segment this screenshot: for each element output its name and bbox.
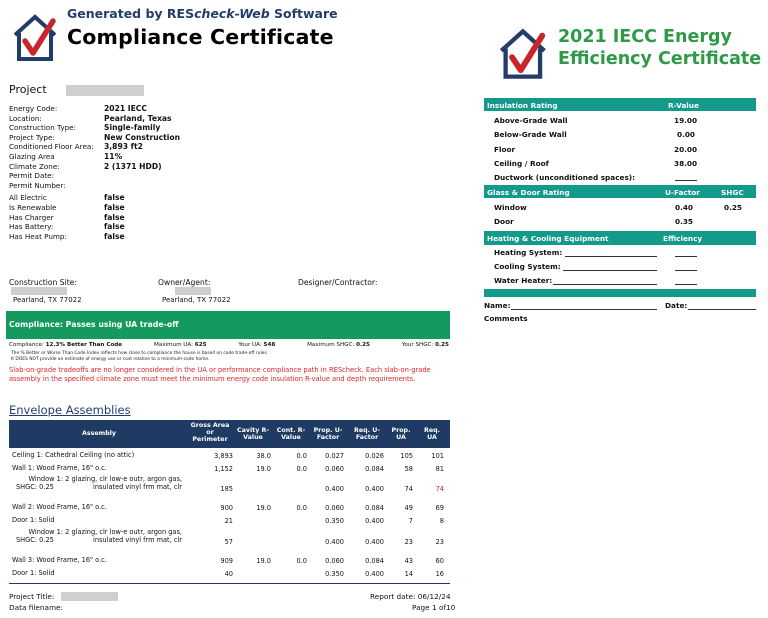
generated-by-line — [67, 6, 338, 21]
your-shgc — [402, 342, 449, 348]
shgc-label: SHGC — [721, 188, 744, 197]
req-u: 0.400 — [365, 570, 384, 578]
col-req-u: Req. U-Factor — [354, 427, 380, 441]
assembly-name: Wall 1: Wood Frame, 16" o.c. — [12, 464, 107, 472]
slab-warning: Slab-on-grade tradeoffs are no longer considered in the UA or performance compliance path in REScheck. Each slab-on-grade assembly in the specified climate zone must meet the minimum energy code insulation R-value and depth requirements. — [9, 366, 431, 383]
iecc-certificate-title: 2021 IECC Energy Efficiency Certificate — [558, 27, 762, 69]
door-label: Door — [494, 217, 514, 226]
compliance-index — [9, 342, 122, 348]
prop-u: 0.400 — [325, 538, 344, 546]
req-ua: 69 — [435, 504, 444, 512]
insulation-label: Ductwork (unconditioned spaces): — [494, 173, 636, 182]
heating-efficiency-blank — [675, 256, 697, 257]
table-bottom-rule — [9, 583, 450, 584]
prop-ua: 7 — [408, 517, 413, 525]
gross-area: 900 — [220, 504, 233, 512]
req-u: 0.084 — [365, 465, 384, 473]
prop-ua: 49 — [404, 504, 413, 512]
cooling-efficiency-blank — [675, 270, 697, 271]
prop-u: 0.027 — [325, 452, 344, 460]
cont-r: 0.0 — [296, 452, 307, 460]
info-row — [9, 162, 180, 172]
gross-area: 1,152 — [214, 465, 233, 473]
req-ua: 8 — [439, 517, 444, 525]
flag-row — [9, 232, 180, 242]
prop-ua: 43 — [404, 557, 413, 565]
gross-area: 3,893 — [214, 452, 233, 460]
flag-label: All Electric — [9, 193, 47, 203]
redacted-project-name — [66, 85, 144, 96]
max-ua — [154, 342, 207, 348]
flag-row — [9, 222, 180, 232]
owner-city: Pearland, TX 77022 — [162, 296, 231, 304]
cavity-r: 19.0 — [256, 465, 271, 473]
cooling-system-blank — [563, 270, 657, 271]
req-u: 0.084 — [365, 557, 384, 565]
insulation-value: 19.00 — [674, 116, 698, 125]
compliance-banner: Compliance: Passes using UA trade-off — [6, 311, 450, 339]
u-factor-label: U-Factor — [665, 188, 700, 197]
info-row — [9, 142, 180, 152]
page-title: Compliance Certificate — [67, 25, 334, 49]
assembly-shgc: SHGC: 0.25 — [16, 482, 54, 491]
flag-value: false — [104, 231, 125, 241]
prop-u: 0.350 — [325, 570, 344, 578]
efficiency-label: Efficiency — [663, 234, 703, 243]
flag-row — [9, 213, 180, 223]
info-value: Single-family — [104, 123, 161, 133]
certificate-divider-bar — [484, 289, 756, 297]
redacted-project-title — [61, 592, 118, 601]
col-prop-u: Prop. U-Factor — [313, 427, 343, 441]
flag-label: Has Charger — [9, 212, 54, 222]
insulation-rating-label: Insulation Rating — [487, 101, 558, 110]
max-ua-label: Maximum UA: — [153, 342, 194, 348]
insulation-value: 0.00 — [677, 130, 696, 139]
req-u: 0.084 — [365, 504, 384, 512]
door-u-value: 0.35 — [675, 217, 694, 226]
insulation-label: Floor — [494, 145, 516, 154]
max-shgc-label: Maximum SHGC: — [307, 342, 355, 348]
gross-area: 21 — [224, 517, 233, 525]
info-row — [9, 171, 180, 181]
window-shgc-value: 0.25 — [724, 203, 743, 212]
gross-area: 57 — [224, 538, 233, 546]
assembly-name: Wall 3: Wood Frame, 16" o.c. — [12, 556, 107, 564]
your-ua — [238, 342, 275, 348]
project-info — [9, 104, 180, 241]
prop-u: 0.350 — [325, 517, 344, 525]
construction-site-label: Construction Site: — [9, 278, 77, 287]
compliance-note — [11, 351, 268, 362]
info-value: 11% — [104, 151, 123, 161]
info-row — [9, 123, 180, 133]
info-label: Permit Date: — [9, 171, 55, 181]
generated-prefix: Generated by RES — [67, 6, 195, 21]
heating-system-label: Heating System: — [494, 248, 563, 257]
assembly-name-text: Window 1: 2 glazing, clr low-e outr, argon gas, insulated vinyl frm mat, clr — [28, 475, 182, 491]
envelope-assemblies-title: Envelope Assemblies — [9, 403, 131, 417]
gross-area: 40 — [224, 570, 233, 578]
page-number: Page 1 of10 — [412, 603, 456, 612]
insulation-label: Below-Grade Wall — [494, 130, 567, 139]
prop-u: 0.060 — [325, 557, 344, 565]
info-value: Pearland, Texas — [104, 113, 172, 123]
info-row — [9, 152, 180, 162]
r-value-label: R-Value — [668, 101, 699, 110]
prop-ua: 74 — [404, 485, 413, 493]
flag-value: false — [104, 202, 125, 212]
house-check-logo — [11, 13, 63, 63]
max-shgc-value: 0.25 — [356, 342, 370, 348]
assembly-name-text: Window 1: 2 glazing, clr low-e outr, argon gas, insulated vinyl frm mat, clr — [28, 528, 182, 544]
col-cavity-r: Cavity R-Value — [237, 427, 269, 441]
assembly-name: Ceiling 1: Cathedral Ceiling (no attic) — [12, 451, 135, 459]
info-label: Permit Number: — [9, 180, 66, 190]
redacted-owner-name — [175, 287, 211, 295]
glass-door-label: Glass & Door Rating — [487, 188, 570, 197]
flag-row — [9, 203, 180, 213]
prop-ua: 23 — [404, 538, 413, 546]
compliance-index-value: 12.3% Better Than Code — [45, 342, 123, 348]
designer-contractor-label: Designer/Contractor: — [298, 278, 378, 287]
flag-value: false — [104, 212, 125, 222]
req-u: 0.400 — [365, 517, 384, 525]
info-label: Energy Code: — [9, 104, 58, 113]
req-ua: 16 — [435, 570, 444, 578]
insulation-value: 38.00 — [674, 159, 698, 168]
req-ua: 74 — [435, 485, 444, 493]
info-label: Glazing Area — [9, 151, 55, 161]
cavity-r: 38.0 — [256, 452, 271, 460]
info-label: Project Type: — [9, 132, 55, 142]
your-ua-value: 548 — [263, 342, 276, 348]
prop-ua: 14 — [404, 570, 413, 578]
data-filename-label: Data filename: — [9, 603, 64, 612]
req-u: 0.026 — [365, 452, 384, 460]
insulation-rating-header — [484, 98, 756, 111]
info-value: 2 (1371 HDD) — [104, 161, 162, 171]
flag-row — [9, 193, 180, 203]
col-req-ua: Req. UA — [423, 427, 441, 441]
assembly-name: Door 1: Solid — [12, 516, 55, 524]
prop-ua: 58 — [404, 465, 413, 473]
info-label: Climate Zone: — [9, 161, 60, 171]
window-label: Window — [494, 203, 527, 212]
flag-label: Has Battery: — [9, 222, 54, 232]
gross-area: 185 — [220, 485, 233, 493]
max-ua-value: 625 — [194, 342, 207, 348]
heating-system-blank — [565, 256, 657, 257]
info-label: Conditioned Floor Area: — [9, 142, 94, 152]
project-title-label: Project Title: — [9, 592, 55, 601]
cavity-r: 19.0 — [256, 504, 271, 512]
cont-r: 0.0 — [296, 465, 307, 473]
heating-cooling-header — [484, 231, 756, 245]
prop-u: 0.060 — [325, 465, 344, 473]
water-heater-label: Water Heater: — [494, 276, 553, 285]
generated-suffix: Software — [269, 6, 338, 21]
info-label: Construction Type: — [9, 123, 76, 133]
prop-u: 0.060 — [325, 504, 344, 512]
window-u-value: 0.40 — [675, 203, 694, 212]
project-label: Project — [9, 83, 47, 96]
assembly-name: Door 1: Solid — [12, 569, 55, 577]
compliance-summary — [9, 342, 449, 348]
house-check-logo — [497, 27, 553, 81]
req-u: 0.400 — [365, 485, 384, 493]
assembly-table-header — [9, 420, 450, 448]
info-row — [9, 181, 180, 191]
prop-u: 0.400 — [325, 485, 344, 493]
glass-door-rating-header — [484, 185, 756, 198]
flag-value: false — [104, 222, 125, 232]
prop-ua: 105 — [400, 452, 413, 460]
ductwork-blank — [675, 180, 697, 181]
compliance-index-label: Compliance: — [9, 342, 44, 348]
max-shgc — [307, 342, 370, 348]
owner-agent-label: Owner/Agent: — [158, 278, 211, 287]
site-city: Pearland, TX 77022 — [13, 296, 82, 304]
assembly-name: Wall 2: Wood Frame, 16" o.c. — [12, 503, 107, 511]
water-heater-efficiency-blank — [675, 284, 697, 285]
report-date: Report date: 06/12/24 — [370, 592, 451, 601]
date-blank — [688, 309, 756, 310]
flag-label: Is Renewable — [9, 202, 57, 212]
info-row — [9, 104, 180, 114]
your-shgc-value: 0.25 — [435, 342, 449, 348]
insulation-label: Ceiling / Roof — [494, 159, 549, 168]
your-shgc-label: Your SHGC: — [401, 342, 434, 348]
water-heater-blank — [553, 284, 657, 285]
info-value: 2021 IECC — [104, 104, 147, 113]
compliance-note-1: The % Better or Worse Than Code Index reflects how close to compliance the house is based on code trade-off rules. — [11, 351, 269, 356]
flag-label: Has Heat Pump: — [9, 231, 67, 241]
req-u: 0.400 — [365, 538, 384, 546]
assembly-name — [12, 529, 182, 544]
gross-area: 909 — [220, 557, 233, 565]
date-label: Date: — [665, 301, 688, 310]
flag-value: false — [104, 193, 125, 203]
compliance-note-2: It DOES NOT provide an estimate of energy use or cost relative to a minimum-code home. — [11, 356, 210, 362]
name-label: Name: — [484, 301, 511, 310]
cont-r: 0.0 — [296, 504, 307, 512]
info-row — [9, 133, 180, 143]
col-cont-r: Cont. R-Value — [276, 427, 306, 441]
info-label: Location: — [9, 113, 42, 123]
req-ua: 101 — [431, 452, 444, 460]
req-ua: 81 — [435, 465, 444, 473]
col-gross-area: Gross Area or Perimeter — [190, 422, 230, 443]
col-prop-ua: Prop. UA — [391, 427, 411, 441]
generated-product: check-Web — [194, 6, 270, 21]
col-assembly: Assembly — [82, 430, 116, 437]
insulation-value: 20.00 — [674, 145, 698, 154]
info-row — [9, 114, 180, 124]
assembly-shgc: SHGC: 0.25 — [16, 535, 54, 544]
comments-label: Comments — [484, 314, 528, 323]
cooling-system-label: Cooling System: — [494, 262, 561, 271]
name-blank — [511, 309, 657, 310]
req-ua: 60 — [435, 557, 444, 565]
redacted-site-address — [11, 287, 67, 295]
req-ua: 23 — [435, 538, 444, 546]
cont-r: 0.0 — [296, 557, 307, 565]
your-ua-label: Your UA: — [238, 342, 262, 348]
insulation-label: Above-Grade Wall — [494, 116, 568, 125]
cavity-r: 19.0 — [256, 557, 271, 565]
info-value: New Construction — [104, 132, 181, 142]
assembly-name — [12, 476, 182, 491]
info-value: 3,893 ft2 — [104, 142, 143, 152]
heating-cooling-label: Heating & Cooling Equipment — [487, 234, 609, 243]
